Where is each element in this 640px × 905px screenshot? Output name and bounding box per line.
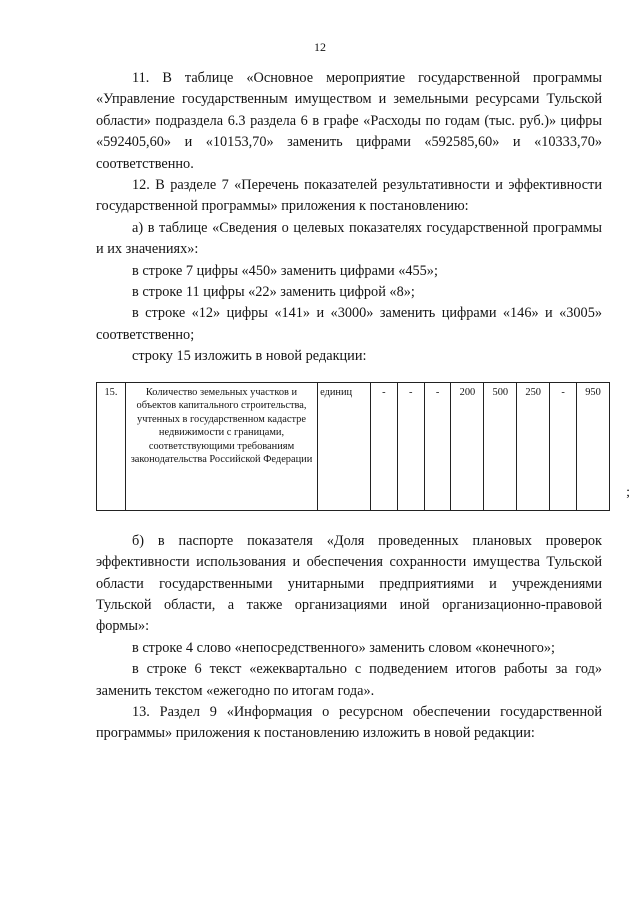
paragraph-13: 13. Раздел 9 «Информация о ресурсном обеспечении государственной программы» приложения к постановлению изложить в новой редакции:: [96, 703, 602, 742]
instruction-row-6: в строке 6 текст «ежеквартально с подведением итогов работы за год» заменить текстом «ежегодно по итогам года».: [96, 661, 602, 699]
paragraph-12a: а) в таблице «Сведения о целевых показателях государственной программы и их значениях»:: [96, 219, 602, 258]
value-cell-8: 950: [577, 382, 610, 510]
instruction-row-7: в строке 7 цифры «450» заменить цифрами «455»;: [132, 262, 438, 279]
paragraph-12b: б) в паспорте показателя «Доля проведенных плановых проверок эффективности использования и обеспечения сохранности имущества Тульской области государственными унитарными предприятиями и учреждениями Тульской области, а также организациями иной организационно-правовой формы»:: [96, 532, 602, 635]
unit-cell: единиц: [318, 382, 371, 510]
table-trailing-semicolon: ;: [626, 484, 630, 500]
value-cell-7: -: [550, 382, 577, 510]
value-cell-2: -: [397, 382, 424, 510]
paragraph-12: 12. В разделе 7 «Перечень показателей результативности и эффективности государственной программы» приложения к постановлению:: [96, 177, 602, 215]
document-body: [96, 68, 630, 745]
table-row: [97, 382, 610, 510]
value-cell-1: -: [370, 382, 397, 510]
instruction-row-4: в строке 4 слово «непосредственного» заменить словом «конечного»;: [132, 639, 556, 656]
instruction-row-12: в строке «12» цифры «141» и «3000» заменить цифрами «146» и «3005» соответственно;: [96, 305, 602, 343]
value-cell-5: 500: [484, 382, 517, 510]
row-number-cell: 15.: [97, 382, 126, 510]
instruction-row-11: в строке 11 цифры «22» заменить цифрой «8»;: [132, 284, 415, 301]
page-number: 12: [314, 40, 326, 54]
indicator-table: [96, 382, 610, 511]
value-cell-4: 200: [451, 382, 484, 510]
value-cell-3: -: [424, 382, 451, 510]
paragraph-11: 11. В таблице «Основное мероприятие государственной программы «Управление государственным имуществом и земельными ресурсами Тульской области» подраздела 6.3 раздела 6 в графе «Расходы по годам (тыс. руб.)» цифры «592405,60» и «10153,70» заменить цифрами «592585,60» и «10333,70» соответственно.: [96, 70, 602, 172]
indicator-table-wrapper: [96, 382, 630, 511]
instruction-row-15: строку 15 изложить в новой редакции:: [132, 348, 367, 365]
value-cell-6: 250: [517, 382, 550, 510]
description-cell: Количество земельных участков и объектов капитального строительства, учтенных в государственном кадастре недвижимости с границами, соответствующими требованиям законодательства Российской Федерации: [125, 382, 317, 510]
